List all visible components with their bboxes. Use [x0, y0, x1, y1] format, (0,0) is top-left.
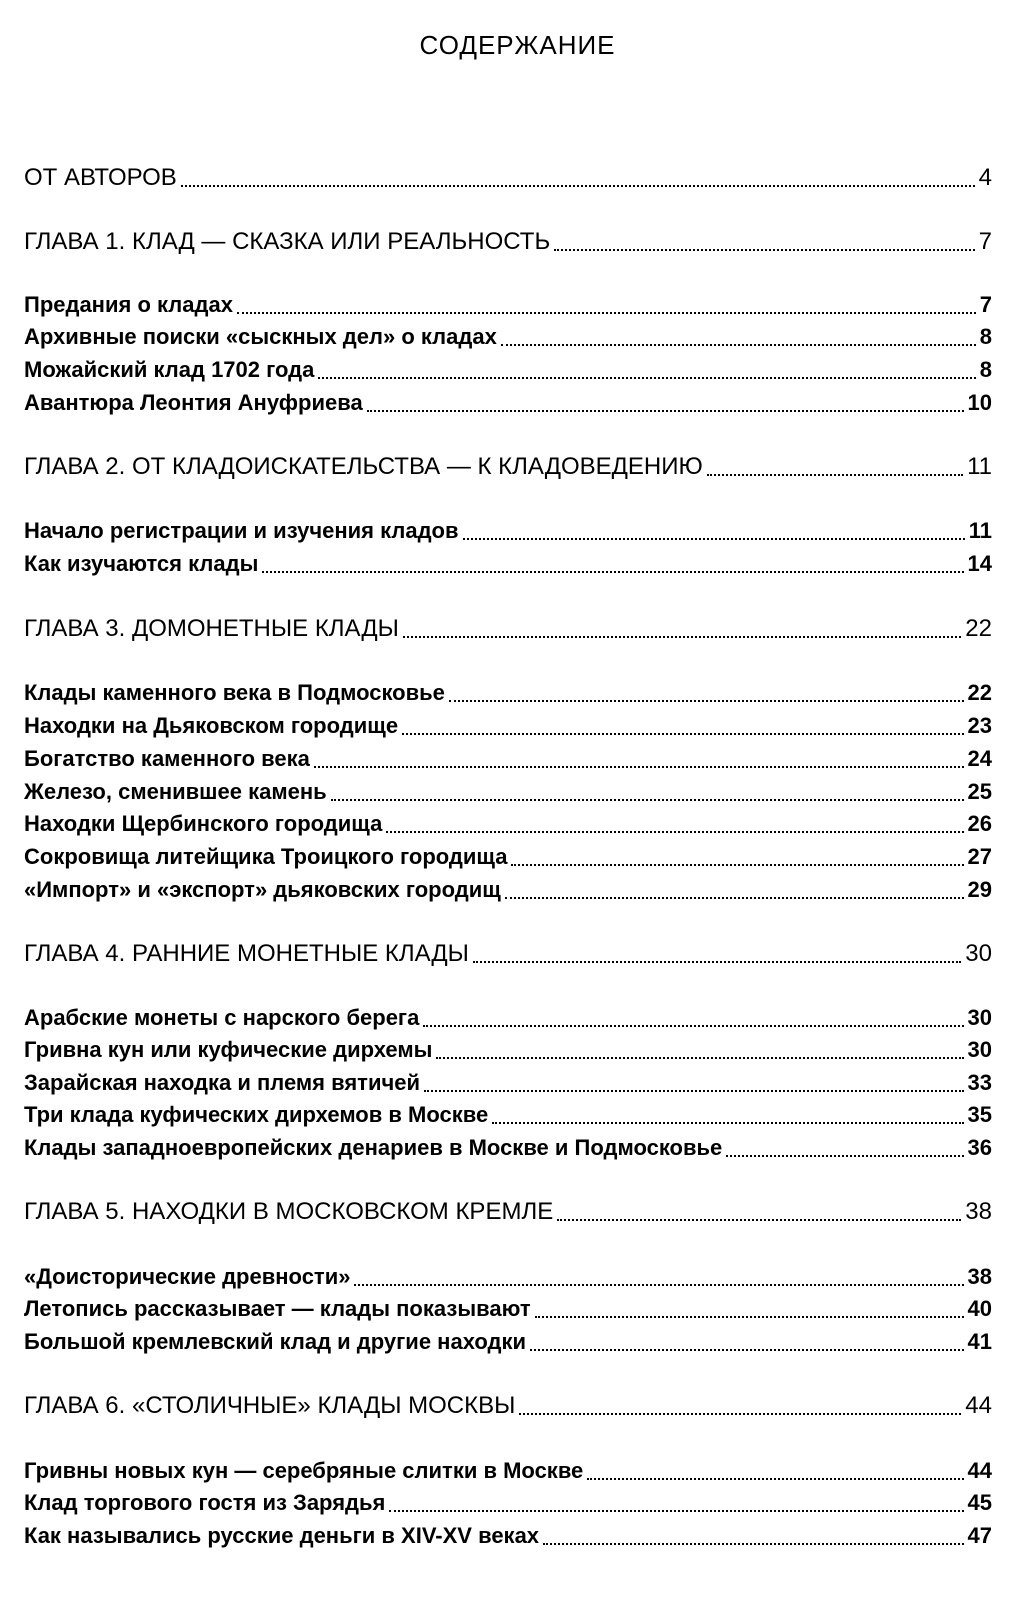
entry-title: Предания о кладах: [24, 292, 233, 317]
entry-title: Гривна кун или куфические дирхемы: [24, 1037, 433, 1062]
dot-leader: [314, 766, 964, 768]
toc-section-entry: [24, 842, 992, 872]
dot-leader: [726, 1155, 963, 1157]
entry-title: ГЛАВА 6. «СТОЛИЧНЫЕ» КЛАДЫ МОСКВЫ: [24, 1392, 516, 1419]
entry-page-number: 44: [967, 1458, 992, 1483]
toc-chapter-entry: [24, 1197, 992, 1227]
toc-section-entry: [24, 322, 992, 352]
toc-chapter-entry: [24, 163, 992, 193]
toc-section-entry: [24, 1456, 992, 1486]
dot-leader: [403, 636, 961, 638]
entry-title: Три клада куфических дирхемов в Москве: [24, 1102, 489, 1127]
dot-leader: [436, 1057, 963, 1059]
dot-leader: [501, 344, 976, 346]
entry-page-number: 11: [967, 453, 992, 480]
entry-title: ГЛАВА 3. ДОМОНЕТНЫЕ КЛАДЫ: [24, 615, 399, 642]
toc-section-entry: [24, 1262, 992, 1292]
dot-leader: [535, 1316, 964, 1318]
toc-section-entry: [24, 1003, 992, 1033]
dot-leader: [402, 733, 963, 735]
entry-page-number: 44: [965, 1392, 992, 1419]
dot-leader: [519, 1413, 961, 1415]
dot-leader: [389, 1510, 963, 1512]
dot-leader: [554, 249, 974, 251]
dot-leader: [530, 1349, 963, 1351]
entry-page-number: 29: [967, 877, 992, 902]
entry-title: Клад торгового гостя из Зарядья: [24, 1490, 386, 1515]
entry-page-number: 40: [967, 1296, 992, 1321]
entry-title: Находки Щербинского городища: [24, 811, 383, 836]
dot-leader: [492, 1122, 963, 1124]
toc-chapter-entry: [24, 452, 992, 482]
toc-chapter-entry: [24, 227, 992, 257]
entry-page-number: 25: [967, 779, 992, 804]
entry-title: Зарайская находка и племя вятичей: [24, 1070, 421, 1095]
dot-leader: [473, 961, 961, 963]
entry-title: Можайский клад 1702 года: [24, 357, 315, 382]
entry-title: Архивные поиски «сыскных дел» о кладах: [24, 324, 497, 349]
entry-title: Железо, сменившее камень: [24, 779, 327, 804]
dot-leader: [331, 799, 964, 801]
toc-section-entry: [24, 711, 992, 741]
entry-page-number: 4: [978, 164, 992, 191]
entry-title: Начало регистрации и изучения кладов: [24, 518, 459, 543]
entry-title: «Доисторические древности»: [24, 1264, 351, 1289]
toc-chapter-entry: [24, 614, 992, 644]
entry-page-number: 30: [967, 1037, 992, 1062]
toc-section-entry: [24, 549, 992, 579]
toc-section-entry: [24, 290, 992, 320]
entry-page-number: 11: [968, 518, 992, 543]
dot-leader: [707, 474, 963, 476]
entry-title: Клады западноевропейских денариев в Москве и Подмосковье: [24, 1135, 723, 1160]
entry-title: ГЛАВА 5. НАХОДКИ В МОСКОВСКОМ КРЕМЛЕ: [24, 1198, 554, 1225]
entry-page-number: 27: [967, 844, 992, 869]
dot-leader: [318, 377, 975, 379]
toc-chapter-entry: [24, 939, 992, 969]
toc-section-entry: [24, 1488, 992, 1518]
dot-leader: [181, 185, 975, 187]
entry-title: Летопись рассказывает — клады показывают: [24, 1296, 531, 1321]
entry-page-number: 22: [965, 615, 992, 642]
entry-page-number: 7: [978, 228, 992, 255]
toc-section-entry: [24, 678, 992, 708]
toc-section-entry: [24, 777, 992, 807]
entry-title: Арабские монеты с нарского берега: [24, 1005, 420, 1030]
dot-leader: [423, 1025, 963, 1027]
dot-leader: [505, 897, 964, 899]
dot-leader: [367, 410, 964, 412]
entry-title: ГЛАВА 4. РАННИЕ МОНЕТНЫЕ КЛАДЫ: [24, 940, 469, 967]
entry-page-number: 8: [979, 324, 992, 349]
dot-leader: [557, 1219, 961, 1221]
dot-leader: [587, 1478, 963, 1480]
page-title: СОДЕРЖАНИЕ: [419, 30, 616, 60]
toc-section-entry: [24, 1068, 992, 1098]
entry-page-number: 47: [967, 1523, 992, 1548]
toc-section-entry: [24, 388, 992, 418]
dot-leader: [424, 1090, 964, 1092]
entry-page-number: 8: [979, 357, 992, 382]
entry-title: Гривны новых кун — серебряные слитки в Москве: [24, 1458, 584, 1483]
toc-section-entry: [24, 1294, 992, 1324]
entry-page-number: 30: [965, 940, 992, 967]
entry-title: Находки на Дьяковском городище: [24, 713, 399, 738]
entry-page-number: 35: [967, 1102, 992, 1127]
dot-leader: [511, 864, 963, 866]
entry-page-number: 24: [967, 746, 992, 771]
entry-title: ОТ АВТОРОВ: [24, 164, 177, 191]
toc-section-entry: [24, 1035, 992, 1065]
dot-leader: [354, 1284, 963, 1286]
toc-section-entry: [24, 809, 992, 839]
toc-section-entry: [24, 355, 992, 385]
entry-title: Авантюра Леонтия Ануфриева: [24, 390, 363, 415]
dot-leader: [449, 700, 964, 702]
entry-page-number: 38: [965, 1198, 992, 1225]
entry-page-number: 26: [967, 811, 992, 836]
toc-section-entry: [24, 1133, 992, 1163]
entry-title: Сокровища литейщика Троицкого городища: [24, 844, 508, 869]
dot-leader: [386, 831, 963, 833]
entry-page-number: 10: [967, 390, 992, 415]
dot-leader: [262, 571, 963, 573]
entry-title: Богатство каменного века: [24, 746, 310, 771]
dot-leader: [237, 312, 976, 314]
toc-section-entry: [24, 1327, 992, 1357]
entry-title: «Импорт» и «экспорт» дьяковских городищ: [24, 877, 501, 902]
entry-page-number: 7: [979, 292, 992, 317]
toc-section-entry: [24, 1100, 992, 1130]
entry-page-number: 22: [967, 680, 992, 705]
toc-section-entry: [24, 516, 992, 546]
entry-title: ГЛАВА 1. КЛАД — СКАЗКА ИЛИ РЕАЛЬНОСТЬ: [24, 228, 551, 255]
entry-page-number: 23: [967, 713, 992, 738]
toc-section-entry: [24, 744, 992, 774]
entry-title: Как изучаются клады: [24, 551, 259, 576]
toc-chapter-entry: [24, 1391, 992, 1421]
entry-title: Клады каменного века в Подмосковье: [24, 680, 445, 705]
entry-title: Как назывались русские деньги в XIV-XV веках: [24, 1523, 540, 1548]
entry-page-number: 38: [967, 1264, 992, 1289]
dot-leader: [543, 1543, 963, 1545]
dot-leader: [463, 538, 965, 540]
entry-page-number: 14: [967, 551, 992, 576]
entry-page-number: 33: [967, 1070, 992, 1095]
entry-page-number: 36: [967, 1135, 992, 1160]
entry-title: Большой кремлевский клад и другие находки: [24, 1329, 527, 1354]
entry-page-number: 41: [967, 1329, 992, 1354]
entry-page-number: 30: [967, 1005, 992, 1030]
toc-section-entry: [24, 1521, 992, 1551]
toc-section-entry: [24, 875, 992, 905]
entry-page-number: 45: [967, 1490, 992, 1515]
entry-title: ГЛАВА 2. ОТ КЛАДОИСКАТЕЛЬСТВА — К КЛАДОВЕДЕНИЮ: [24, 453, 703, 480]
